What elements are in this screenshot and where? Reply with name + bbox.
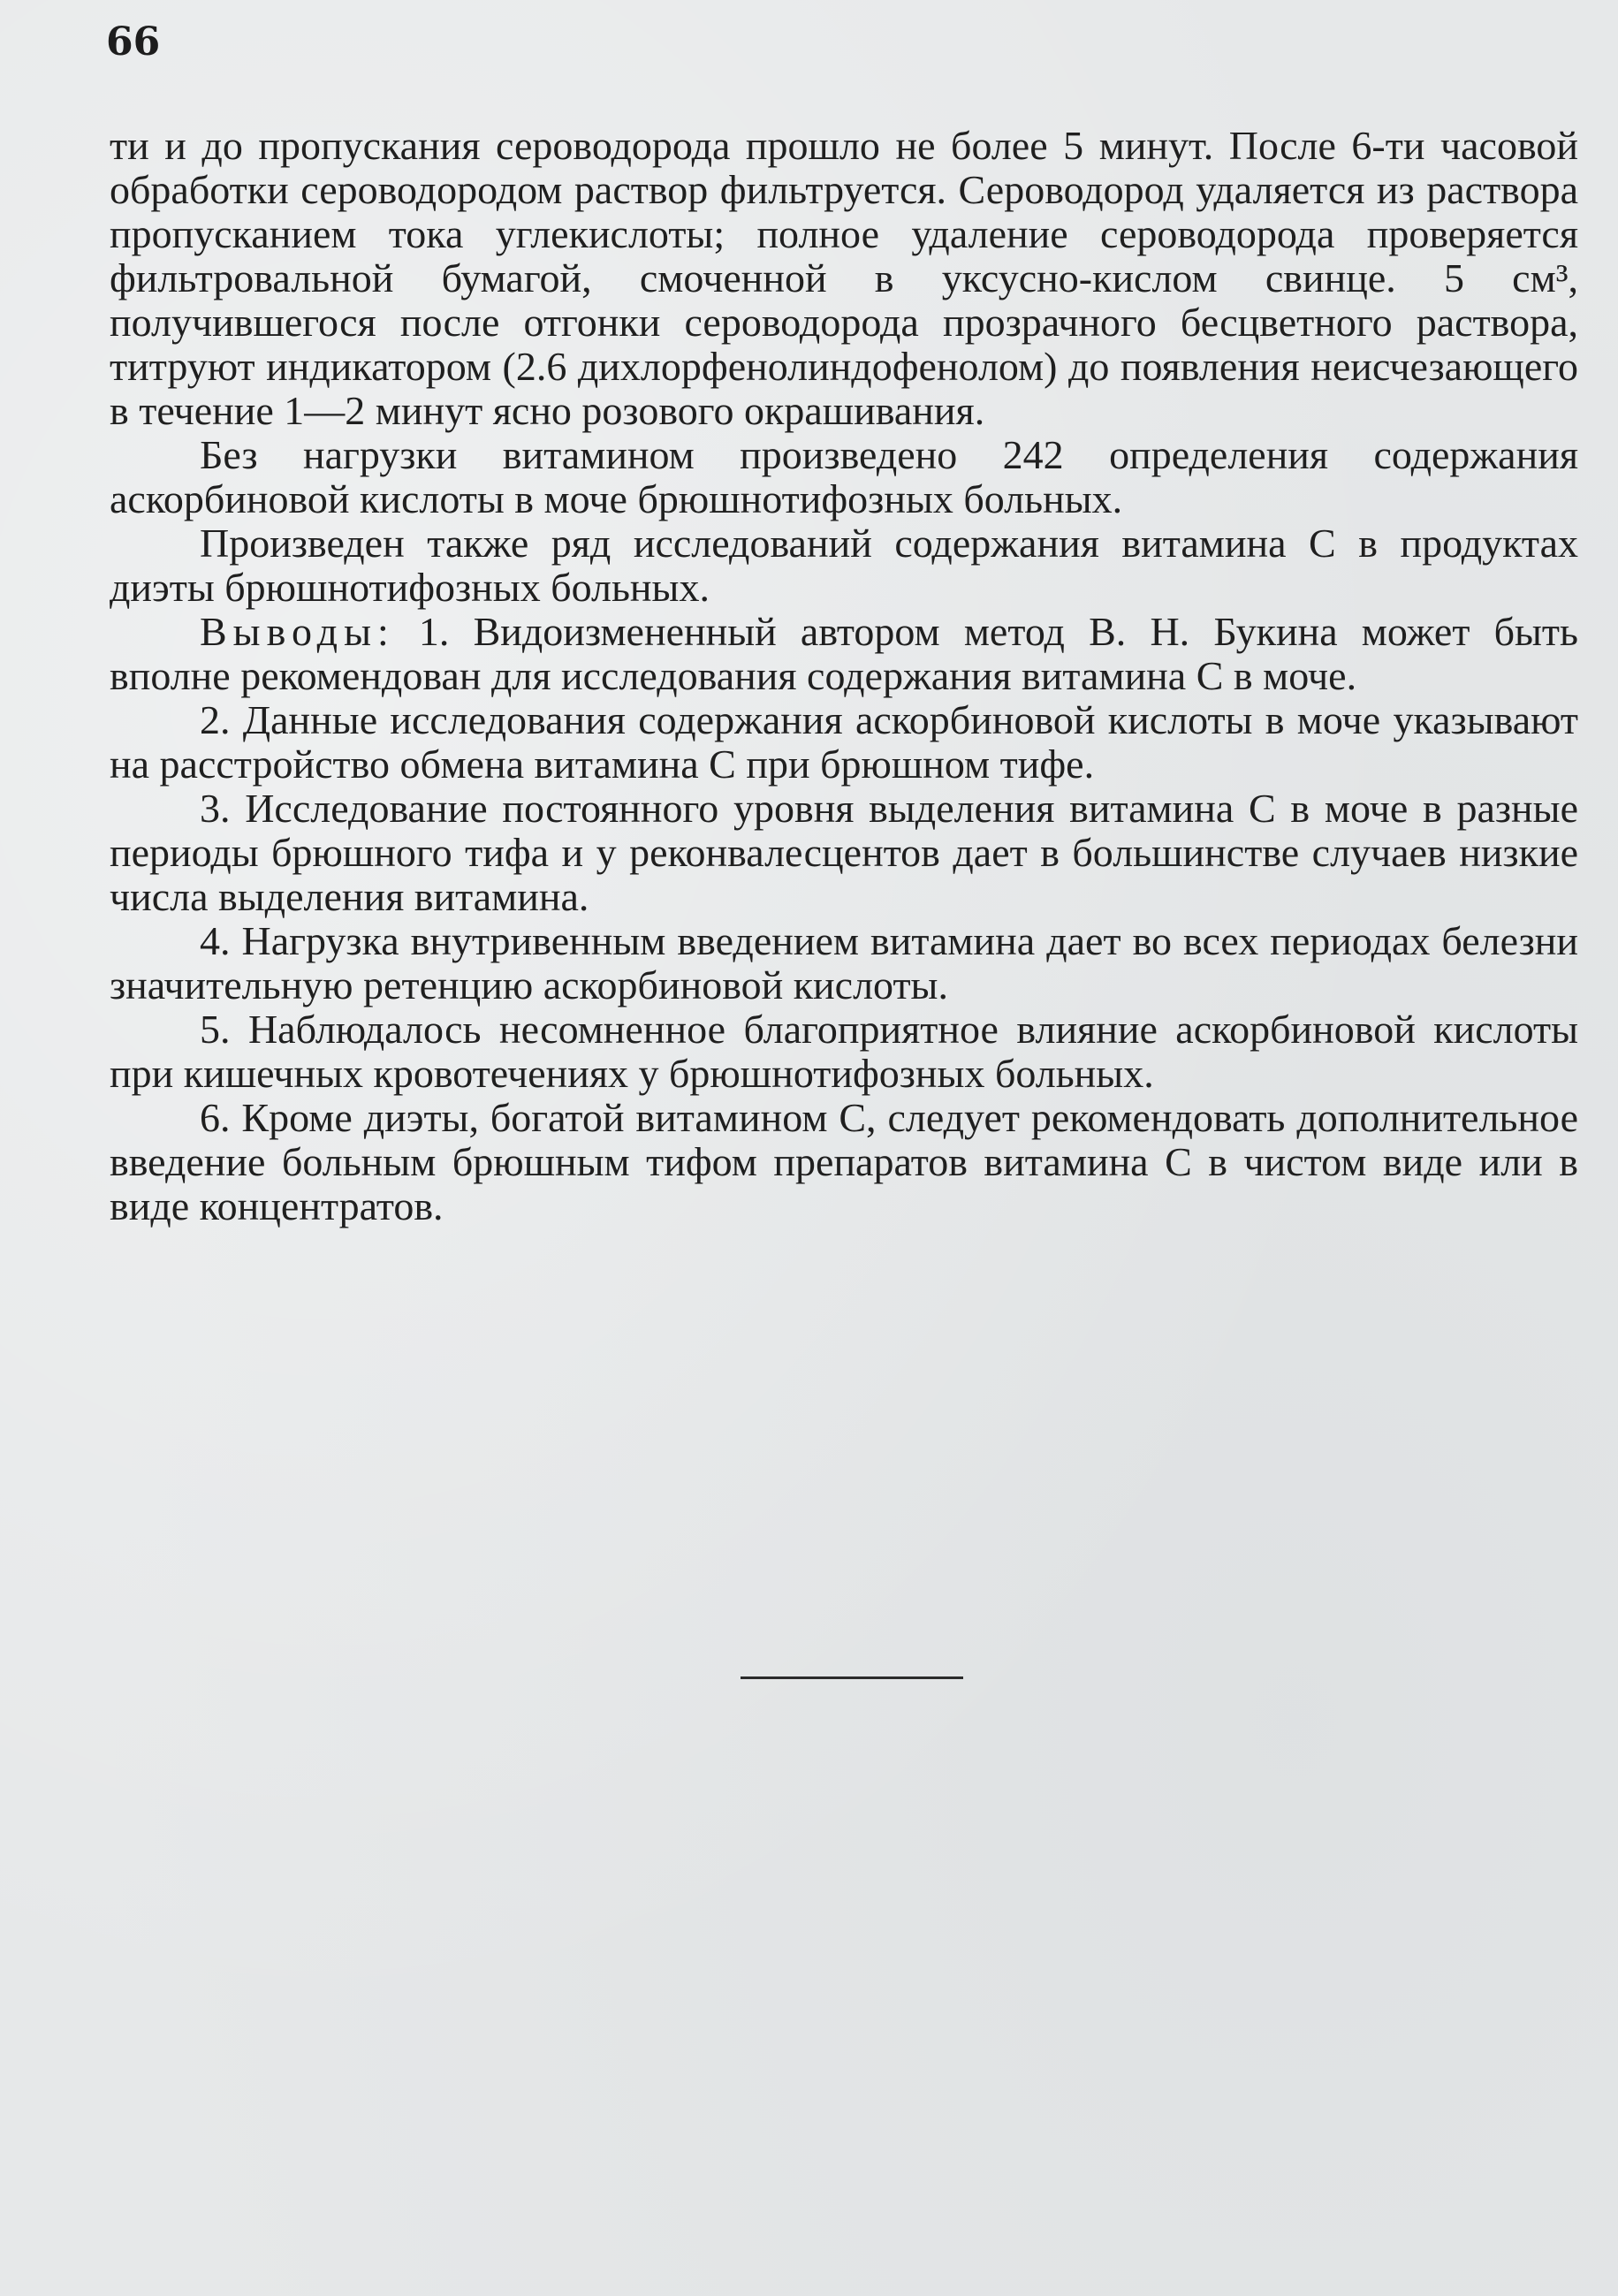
conclusions-heading: Выводы: (200, 609, 395, 654)
paragraph-diet-studies: Произведен также ряд исследований содержания витамина С в продуктах диэты брюшнотифозных больных. (110, 521, 1578, 610)
page-number: 66 (106, 19, 161, 65)
paragraph-conclusion-6: 6. Кроме диэты, богатой витамином С, следует рекомендовать дополнительное введение больным брюшным тифом препаратов витамина С в чистом виде или в виде концентратов. (110, 1095, 1578, 1228)
conclusion-1-text: 1. Видоизмененный автором метод В. Н. Букина может быть вполне рекомендован для исследования содержания витамина С в моче. (110, 609, 1578, 698)
paragraph-conclusion-3: 3. Исследование постоянного уровня выделения витамина С в моче в разные периоды брюшного тифа и у реконвалесцентов дает в большинстве случаев низкие числа выделения витамина. (110, 786, 1578, 919)
paragraph-conclusion-2: 2. Данные исследования содержания аскорбиновой кислоты в моче указывают на расстройство обмена витамина С при брюшном тифе. (110, 697, 1578, 787)
paragraph-no-load-determinations: Без нагрузки витамином произведено 242 определения содержания аскорбиновой кислоты в моче брюшнотифозных больных. (110, 432, 1578, 521)
paragraph-method-continuation: ти и до пропускания сероводорода прошло не более 5 минут. После 6-ти часовой обработки сероводородом раствор фильтруется. Сероводород удаляется из раствора пропусканием тока углекислоты; полное удаление сероводорода проверяется фильтровальной бумагой, смоченной в уксусно-кислом свинце. 5 см³, получившегося после отгонки сероводорода прозрачного бесцветного раствора, титруют индикатором (2.6 дихлорфенолиндофенолом) до появления неисчезающего в течение 1—2 минут ясно розового окрашивания. (110, 123, 1578, 433)
body-text (110, 124, 1578, 1228)
paragraph-conclusion-5: 5. Наблюдалось несомненное благоприятное влияние аскорбиновой кислоты при кишечных кровотечениях у брюшнотифозных больных. (110, 1007, 1578, 1096)
paragraph-conclusion-4: 4. Нагрузка внутривенным введением витамина дает во всех периодах белезни значительную ретенцию аскорбиновой кислоты. (110, 918, 1578, 1007)
paragraph-conclusion-1 (110, 610, 1578, 698)
end-divider (741, 1676, 963, 1679)
